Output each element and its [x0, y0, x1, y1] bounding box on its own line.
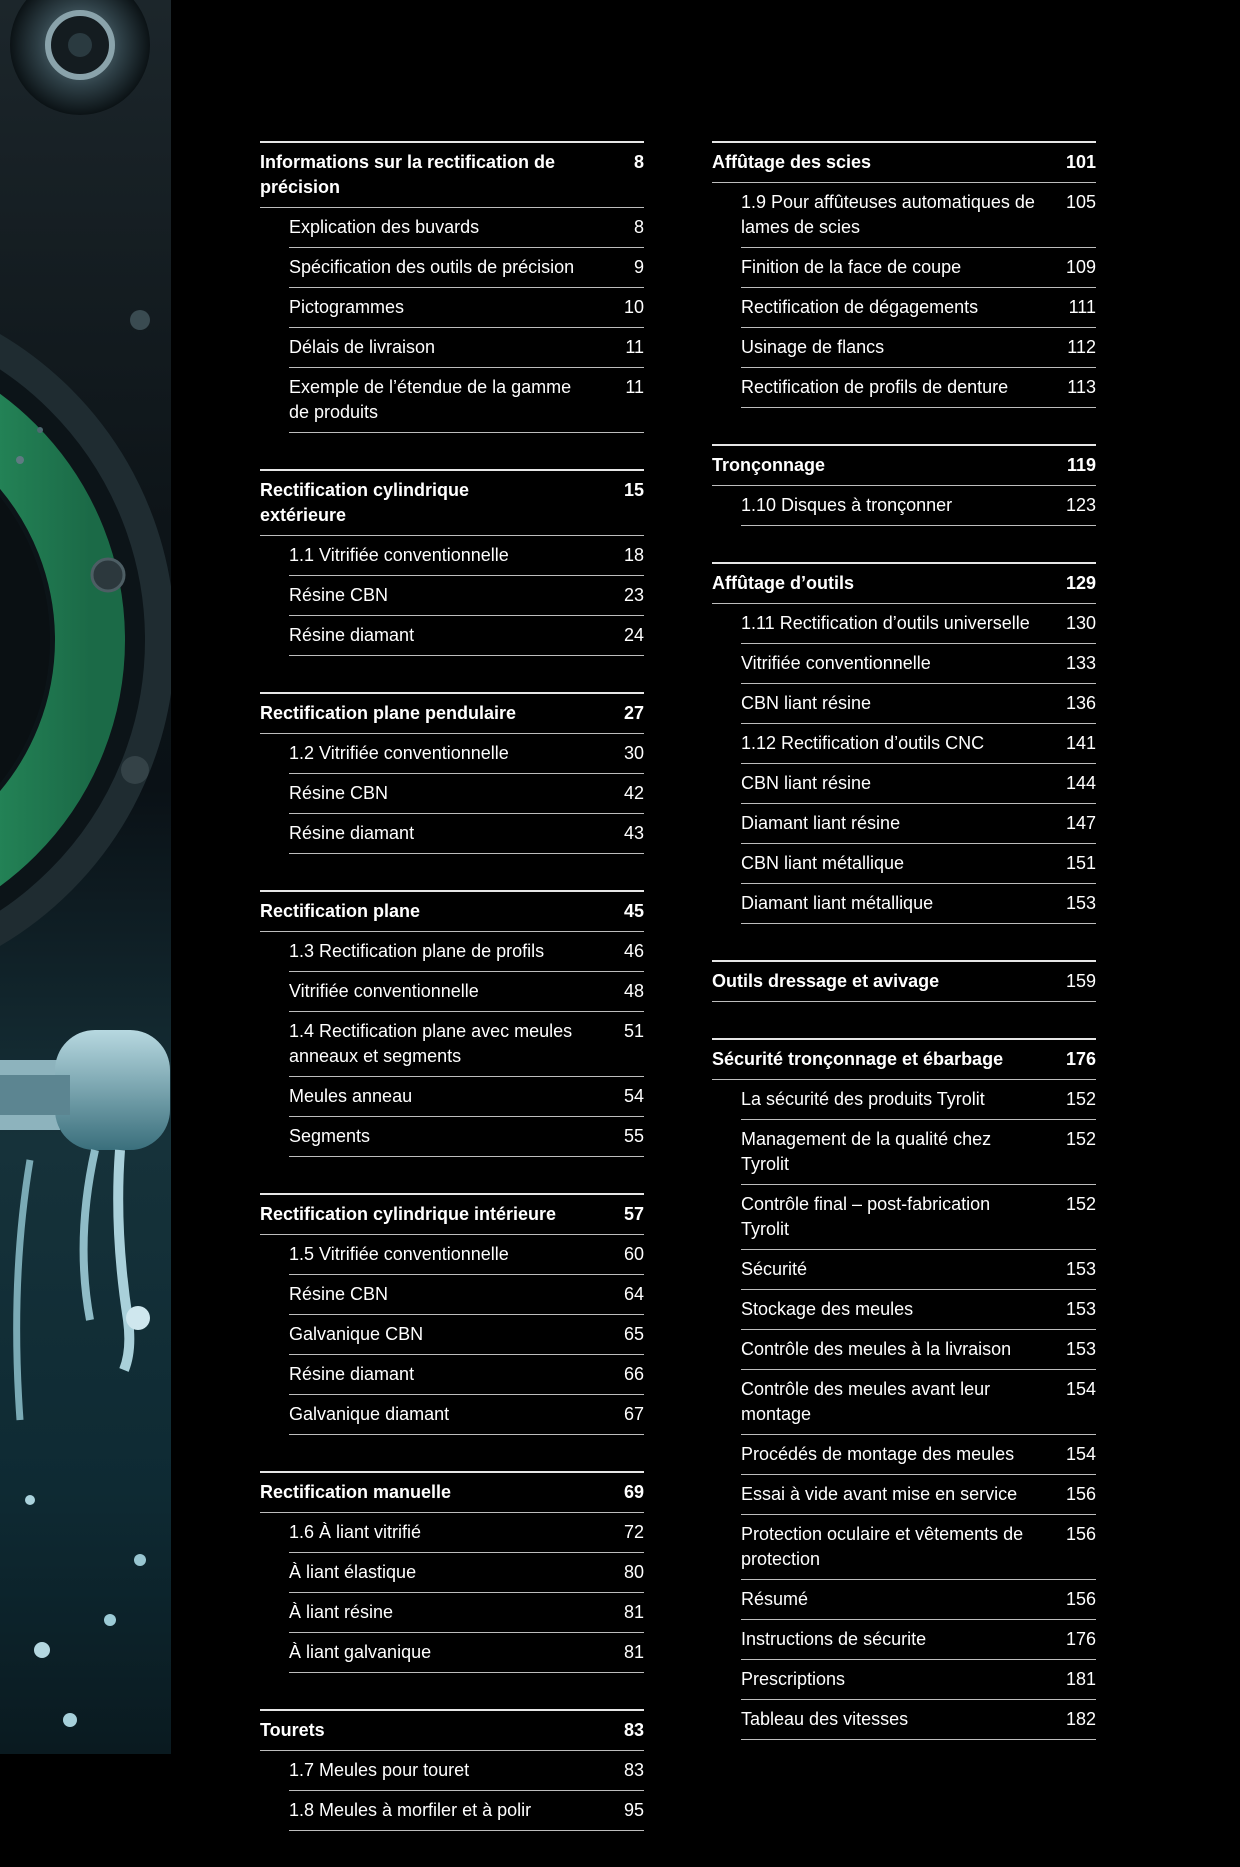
entry-page-number: 24 [623, 625, 644, 645]
toc-section-heading[interactable] [260, 1709, 644, 1751]
entry-page-number: 11 [625, 377, 644, 397]
entry-label: Procédés de montage des meules [741, 1444, 1015, 1464]
toc-section-heading[interactable] [260, 469, 644, 536]
toc-entry[interactable] [741, 248, 1096, 288]
entry-page-number: 80 [623, 1562, 644, 1582]
toc-section-securite-tronconnage-et-ebarbage [712, 1038, 1096, 1740]
entry-page-number: 130 [1065, 613, 1096, 633]
entry-label: Essai à vide avant mise en service [741, 1484, 1018, 1504]
toc-entry[interactable] [741, 644, 1096, 684]
toc-entry[interactable] [289, 932, 644, 972]
entry-page-number: 11 [625, 337, 644, 357]
toc-section-rectification-manuelle [260, 1471, 644, 1673]
toc-entry[interactable] [289, 814, 644, 854]
toc-entry[interactable] [741, 1120, 1096, 1185]
toc-entry[interactable] [289, 1751, 644, 1791]
toc-entry[interactable] [741, 183, 1096, 248]
toc-section-affutage-d-outils [712, 562, 1096, 924]
entry-page-number: 72 [623, 1522, 644, 1542]
toc-entry[interactable] [741, 1580, 1096, 1620]
section-page-number: 129 [1065, 573, 1096, 593]
section-page-number: 101 [1065, 152, 1096, 172]
section-page-number: 57 [623, 1204, 644, 1224]
entry-label: Rectification de dégagements [741, 297, 979, 317]
entry-page-number: 66 [623, 1364, 644, 1384]
toc-entry[interactable] [741, 1515, 1096, 1580]
toc-entry[interactable] [741, 1435, 1096, 1475]
entry-label: Tableau des vitesses [741, 1709, 909, 1729]
toc-entry[interactable] [741, 1370, 1096, 1435]
entry-label: Segments [289, 1126, 371, 1146]
toc-entry[interactable] [741, 1660, 1096, 1700]
section-title: Rectification cylindrique intérieure [260, 1204, 557, 1224]
section-page-number: 119 [1066, 455, 1096, 475]
toc-entry[interactable] [289, 1593, 644, 1633]
toc-left-column [260, 141, 644, 1867]
entry-label: Sécurité [741, 1259, 808, 1279]
entry-label: Galvanique diamant [289, 1404, 450, 1424]
entry-page-number: 109 [1065, 257, 1096, 277]
section-title: Affûtage d’outils [712, 573, 854, 593]
entry-page-number: 123 [1065, 495, 1096, 515]
entry-page-number: 9 [633, 257, 644, 277]
entry-label: Délais de livraison [289, 337, 436, 357]
entry-label: CBN liant résine [741, 773, 872, 793]
section-page-number: 159 [1065, 971, 1096, 991]
entry-label: Résine CBN [289, 1284, 389, 1304]
toc-entry[interactable] [289, 1791, 644, 1831]
toc-entry[interactable] [289, 734, 644, 774]
entry-page-number: 81 [623, 1602, 644, 1622]
entry-label: Usinage de flancs [741, 337, 885, 357]
toc-entry[interactable] [289, 1633, 644, 1673]
toc-entry[interactable] [289, 576, 644, 616]
entry-label: Contrôle des meules avant leur montage [741, 1379, 991, 1424]
entry-page-number: 144 [1065, 773, 1096, 793]
section-page-number: 83 [623, 1720, 644, 1740]
toc-entry[interactable] [289, 616, 644, 656]
entry-page-number: 112 [1067, 337, 1096, 357]
entry-label: Résine diamant [289, 1364, 415, 1384]
toc-entry[interactable] [289, 1077, 644, 1117]
toc-section-rectification-plane-pendulaire [260, 692, 644, 854]
entry-label: Résine CBN [289, 585, 389, 605]
entry-page-number: 154 [1065, 1379, 1096, 1399]
entry-label: Rectification de profils de denture [741, 377, 1009, 397]
toc-entry-list [741, 486, 1096, 526]
toc-entry[interactable] [289, 774, 644, 814]
toc-entry[interactable] [289, 328, 644, 368]
toc-section-tronconnage [712, 444, 1096, 526]
entry-label: 1.11 Rectification d’outils universelle [741, 613, 1030, 633]
entry-page-number: 95 [623, 1800, 644, 1820]
entry-label: 1.3 Rectification plane de profils [289, 941, 545, 961]
entry-label: La sécurité des produits Tyrolit [741, 1089, 985, 1109]
toc-section-rectification-cylindrique-interieure [260, 1193, 644, 1435]
entry-label: Vitrifiée conventionnelle [289, 981, 479, 1001]
toc-right-column [712, 141, 1096, 1776]
entry-page-number: 153 [1065, 893, 1096, 913]
entry-label: Instructions de sécurite [741, 1629, 927, 1649]
toc-entry-list [289, 1751, 644, 1831]
entry-label: 1.5 Vitrifiée conventionnelle [289, 1244, 509, 1264]
toc-section-heading[interactable] [712, 562, 1096, 604]
entry-page-number: 67 [623, 1404, 644, 1424]
entry-page-number: 46 [623, 941, 644, 961]
toc-entry-list [741, 1080, 1096, 1740]
entry-page-number: 60 [623, 1244, 644, 1264]
toc-entry[interactable] [741, 844, 1096, 884]
toc-entry[interactable] [289, 1117, 644, 1157]
entry-label: Exemple de l’étendue de la gamme de produits [289, 377, 572, 422]
entry-page-number: 105 [1065, 192, 1096, 212]
entry-label: 1.6 À liant vitrifié [289, 1522, 422, 1542]
entry-page-number: 147 [1065, 813, 1096, 833]
entry-page-number: 153 [1065, 1339, 1096, 1359]
section-title: Tourets [260, 1720, 325, 1740]
toc-entry-list [741, 183, 1096, 408]
entry-label: Pictogrammes [289, 297, 405, 317]
entry-label: Résine diamant [289, 823, 415, 843]
toc-section-heading[interactable] [260, 692, 644, 734]
toc-section-heading[interactable] [712, 960, 1096, 1002]
entry-page-number: 152 [1065, 1089, 1096, 1109]
section-page-number: 69 [623, 1482, 644, 1502]
section-page-number: 8 [633, 152, 644, 172]
section-title: Informations sur la rectification de précision [260, 152, 556, 197]
toc-entry[interactable] [741, 684, 1096, 724]
entry-label: À liant galvanique [289, 1642, 432, 1662]
cover-photo-grinding-wheel [0, 0, 171, 1754]
section-title: Affûtage des scies [712, 152, 872, 172]
entry-label: Protection oculaire et vêtements de protection [741, 1524, 1024, 1569]
entry-label: 1.2 Vitrifiée conventionnelle [289, 743, 509, 763]
toc-entry-list [289, 1513, 644, 1673]
toc-entry-list [289, 734, 644, 854]
entry-label: Meules anneau [289, 1086, 413, 1106]
entry-label: 1.4 Rectification plane avec meules anneaux et segments [289, 1021, 573, 1066]
toc-entry-list [289, 536, 644, 656]
entry-page-number: 64 [623, 1284, 644, 1304]
toc-section-rectification-cylindrique-exterieure [260, 469, 644, 656]
toc-entry[interactable] [289, 368, 644, 433]
section-page-number: 27 [623, 703, 644, 723]
toc-entry[interactable] [741, 1330, 1096, 1370]
entry-page-number: 133 [1065, 653, 1096, 673]
toc-entry-list [289, 1235, 644, 1435]
toc-entry[interactable] [289, 536, 644, 576]
toc-section-outils-dressage-et-avivage [712, 960, 1096, 1002]
entry-label: À liant résine [289, 1602, 394, 1622]
entry-page-number: 83 [623, 1760, 644, 1780]
entry-label: Spécification des outils de précision [289, 257, 575, 277]
toc-entry[interactable] [741, 724, 1096, 764]
entry-page-number: 8 [633, 217, 644, 237]
entry-label: 1.7 Meules pour touret [289, 1760, 470, 1780]
entry-label: Prescriptions [741, 1669, 846, 1689]
entry-page-number: 10 [623, 297, 644, 317]
entry-label: Stockage des meules [741, 1299, 914, 1319]
entry-label: Management de la qualité chez Tyrolit [741, 1129, 992, 1174]
section-page-number: 15 [623, 480, 644, 500]
entry-page-number: 18 [623, 545, 644, 565]
toc-entry[interactable] [741, 1700, 1096, 1740]
section-title: Rectification plane [260, 901, 421, 921]
entry-label: Finition de la face de coupe [741, 257, 962, 277]
entry-label: 1.9 Pour affûteuses automatiques de lames de scies [741, 192, 1035, 237]
toc-entry[interactable] [741, 884, 1096, 924]
entry-label: CBN liant métallique [741, 853, 905, 873]
toc-entry[interactable] [289, 1553, 644, 1593]
toc-entry[interactable] [289, 972, 644, 1012]
entry-page-number: 153 [1065, 1299, 1096, 1319]
toc-section-heading[interactable] [260, 890, 644, 932]
entry-page-number: 181 [1065, 1669, 1096, 1689]
entry-label: Diamant liant métallique [741, 893, 934, 913]
entry-page-number: 51 [623, 1021, 644, 1041]
entry-page-number: 136 [1065, 693, 1096, 713]
entry-page-number: 30 [623, 743, 644, 763]
section-title: Rectification cylindrique extérieure [260, 480, 470, 525]
entry-page-number: 141 [1065, 733, 1096, 753]
entry-label: Résine diamant [289, 625, 415, 645]
toc-entry[interactable] [741, 1250, 1096, 1290]
entry-label: À liant élastique [289, 1562, 417, 1582]
entry-page-number: 54 [623, 1086, 644, 1106]
toc-entry[interactable] [289, 288, 644, 328]
section-page-number: 45 [623, 901, 644, 921]
toc-section-heading[interactable] [712, 1038, 1096, 1080]
toc-entry[interactable] [741, 764, 1096, 804]
entry-page-number: 154 [1065, 1444, 1096, 1464]
entry-page-number: 113 [1067, 377, 1096, 397]
toc-entry-list [289, 932, 644, 1157]
toc-entry[interactable] [741, 1290, 1096, 1330]
entry-label: Résumé [741, 1589, 809, 1609]
toc-section-heading[interactable] [712, 141, 1096, 183]
entry-page-number: 176 [1065, 1629, 1096, 1649]
entry-label: Contrôle des meules à la livraison [741, 1339, 1012, 1359]
entry-label: Diamant liant résine [741, 813, 901, 833]
toc-section-heading[interactable] [260, 1471, 644, 1513]
entry-label: Galvanique CBN [289, 1324, 424, 1344]
entry-label: 1.12 Rectification d’outils CNC [741, 733, 985, 753]
entry-page-number: 153 [1065, 1259, 1096, 1279]
toc-section-tourets [260, 1709, 644, 1831]
toc-section-affutage-des-scies [712, 141, 1096, 408]
entry-label: Vitrifiée conventionnelle [741, 653, 931, 673]
entry-label: 1.1 Vitrifiée conventionnelle [289, 545, 509, 565]
toc-entry[interactable] [289, 1235, 644, 1275]
toc-entry[interactable] [289, 1395, 644, 1435]
toc-entry-list [741, 604, 1096, 924]
toc-entry[interactable] [741, 1475, 1096, 1515]
toc-entry[interactable] [289, 1275, 644, 1315]
entry-label: Contrôle final – post-fabrication Tyrolit [741, 1194, 991, 1239]
entry-label: Explication des buvards [289, 217, 480, 237]
machine-photo-illustration [0, 0, 171, 1754]
entry-label: 1.8 Meules à morfiler et à polir [289, 1800, 532, 1820]
entry-page-number: 151 [1065, 853, 1096, 873]
entry-label: 1.10 Disques à tronçonner [741, 495, 953, 515]
entry-page-number: 156 [1065, 1484, 1096, 1504]
toc-entry[interactable] [741, 804, 1096, 844]
entry-page-number: 156 [1065, 1589, 1096, 1609]
toc-entry[interactable] [741, 1185, 1096, 1250]
toc-entry[interactable] [741, 1620, 1096, 1660]
entry-label: CBN liant résine [741, 693, 872, 713]
section-title: Outils dressage et avivage [712, 971, 940, 991]
entry-page-number: 182 [1065, 1709, 1096, 1729]
section-title: Rectification plane pendulaire [260, 703, 517, 723]
toc-entry[interactable] [289, 248, 644, 288]
toc-entry[interactable] [741, 288, 1096, 328]
entry-page-number: 48 [623, 981, 644, 1001]
section-title: Tronçonnage [712, 455, 826, 475]
toc-entry[interactable] [741, 486, 1096, 526]
entry-page-number: 65 [623, 1324, 644, 1344]
toc-entry[interactable] [741, 604, 1096, 644]
entry-page-number: 152 [1065, 1129, 1096, 1149]
entry-page-number: 23 [623, 585, 644, 605]
entry-page-number: 43 [623, 823, 644, 843]
toc-section-heading[interactable] [712, 444, 1096, 486]
toc-section-heading[interactable] [260, 1193, 644, 1235]
toc-entry[interactable] [289, 208, 644, 248]
toc-section-rectification-plane [260, 890, 644, 1157]
toc-section-heading[interactable] [260, 141, 644, 208]
section-title: Rectification manuelle [260, 1482, 452, 1502]
toc-entry[interactable] [289, 1513, 644, 1553]
toc-entry[interactable] [741, 1080, 1096, 1120]
entry-label: Résine CBN [289, 783, 389, 803]
toc-entry-list [289, 208, 644, 433]
entry-page-number: 111 [1068, 297, 1096, 317]
toc-entry[interactable] [741, 368, 1096, 408]
toc-entry[interactable] [289, 1355, 644, 1395]
toc-entry[interactable] [289, 1315, 644, 1355]
toc-entry[interactable] [289, 1012, 644, 1077]
entry-page-number: 156 [1065, 1524, 1096, 1544]
entry-page-number: 152 [1065, 1194, 1096, 1214]
entry-page-number: 55 [623, 1126, 644, 1146]
section-title: Sécurité tronçonnage et ébarbage [712, 1049, 1004, 1069]
section-page-number: 176 [1065, 1049, 1096, 1069]
toc-section-informations-sur-la-rectification-de-precision [260, 141, 644, 433]
toc-entry[interactable] [741, 328, 1096, 368]
entry-page-number: 42 [623, 783, 644, 803]
entry-page-number: 81 [623, 1642, 644, 1662]
